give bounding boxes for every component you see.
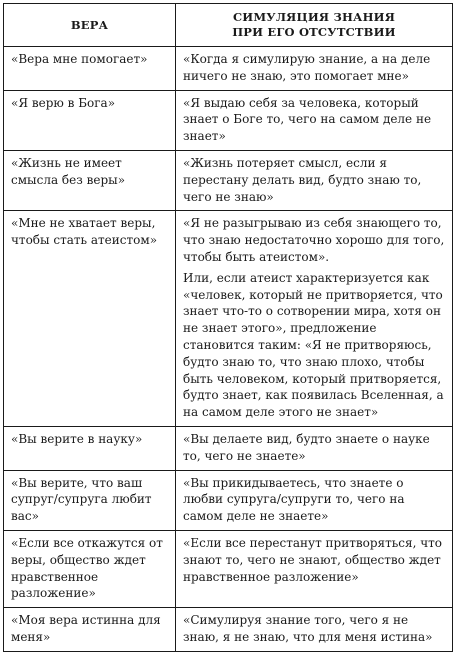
- faith-statement: «Вы верите, что ваш супруг/супруга любит вас»: [11, 475, 152, 524]
- simulation-statement: «Вы прикидываетесь, что знаете о любви супруга/супруги то, чего на самом деле не знаете»: [183, 475, 405, 524]
- faith-statement-cell: [4, 90, 176, 150]
- simulation-statement: «Вы делаете вид, будто знаете о науке то, чего не знаете»: [183, 431, 430, 463]
- simulation-statement: «Жизнь потеряет смысл, если я перестану делать вид, будто знаю то, чего не знаю»: [183, 155, 422, 204]
- faith-statement-cell: [4, 530, 176, 607]
- faith-statement-cell: [4, 426, 176, 470]
- table-row: [4, 530, 453, 607]
- table-row: [4, 211, 453, 427]
- simulation-statement-cell: [176, 530, 453, 607]
- simulation-statement-cell: [176, 90, 453, 150]
- simulation-statement: «Я не разыгрываю из себя знающего то, что знаю недостаточно хорошо для того, чтобы быть атеистом».: [183, 216, 445, 264]
- simulation-statement-cell: [176, 47, 453, 91]
- column-header-faith: ВЕРА: [4, 4, 176, 47]
- faith-statement-cell: [4, 470, 176, 530]
- faith-statement: «Моя вера истинна для меня»: [11, 613, 161, 644]
- simulation-statement: «Когда я симулирую знание, а на деле ничего не знаю, это помогает мне»: [183, 52, 431, 83]
- faith-statement-cell: [4, 211, 176, 427]
- faith-statement-cell: [4, 150, 176, 210]
- simulation-statement-cell: [176, 608, 453, 652]
- table-row: [4, 470, 453, 530]
- simulation-statement: «Я выдаю себя за человека, который знает о Боге то, чего на самом деле не знает»: [183, 95, 432, 144]
- simulation-statement: Или, если атеист характеризуется как «человек, который не притворяется, что знает что-то о сотворении мира, хотя он не знает этого», предложение становится таким: «Я не притворяюсь, будто знаю то, что знаю плохо, чтобы быть человеком, который притворяется, будто знает, как появилась Вселенная, а на самом деле этого не знает»: [183, 270, 444, 420]
- table-row: [4, 426, 453, 470]
- faith-statement: «Вера мне помогает»: [11, 52, 148, 66]
- simulation-statement-cell: [176, 211, 453, 427]
- table-row: [4, 150, 453, 210]
- column-header-simulation-line1: СИМУЛЯЦИЯ ЗНАНИЯ: [232, 10, 396, 24]
- column-header-simulation: [176, 4, 453, 47]
- comparison-table: [3, 3, 453, 652]
- simulation-statement-cell: [176, 150, 453, 210]
- simulation-statement-cell: [176, 426, 453, 470]
- table-row: [4, 608, 453, 652]
- simulation-statement-cell: [176, 470, 453, 530]
- faith-statement: «Вы верите в науку»: [11, 431, 143, 446]
- faith-statement: «Если все откажутся от веры, общество ждет нравственное разложение»: [11, 535, 163, 601]
- faith-statement-cell: [4, 608, 176, 652]
- simulation-statement: «Если все перестанут притворяться, что знают то, чего не знают, общество ждет нравственное разложение»: [183, 535, 442, 584]
- faith-statement: «Мне не хватает веры, чтобы стать атеистом»: [11, 216, 158, 248]
- table-row: [4, 47, 453, 91]
- table-body: [4, 47, 453, 652]
- table-header-row: [4, 4, 453, 47]
- faith-statement-cell: [4, 47, 176, 91]
- simulation-statement: «Симулируя знание того, чего я не знаю, я не знаю, что для меня истина»: [183, 613, 433, 644]
- faith-statement: «Я верю в Бога»: [11, 95, 116, 110]
- column-header-simulation-line2: ПРИ ЕГО ОТСУТСТВИИ: [232, 25, 396, 39]
- table-row: [4, 90, 453, 150]
- faith-statement: «Жизнь не имеет смысла без веры»: [11, 155, 126, 187]
